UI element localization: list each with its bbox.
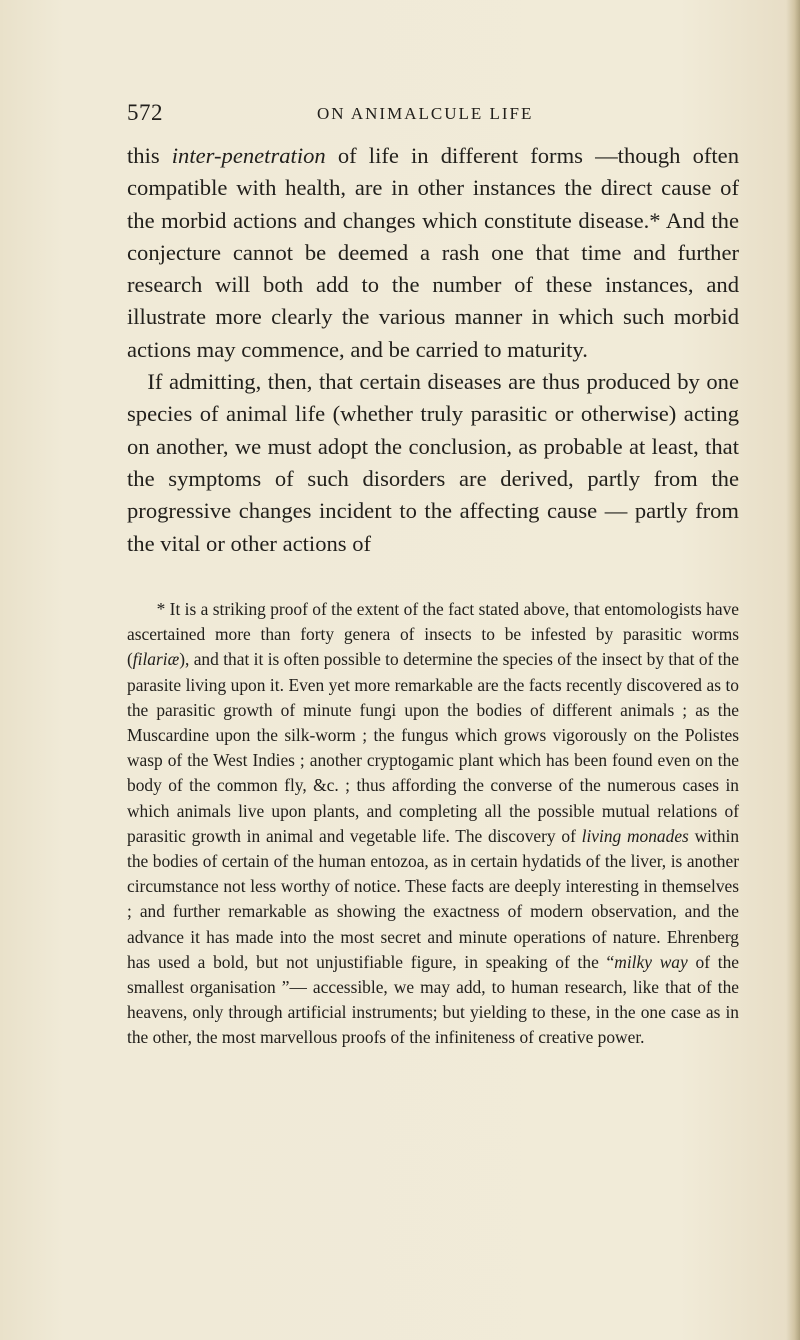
text-run: of life in different forms —though often compatible with health, are in other instances the direct cause of the morbid actions and changes which constitute disease.* And the conjecture cannot be deemed a rash one that time and further research will both add to the number of these instances, and illustrate more clearly the various manner in which such morbid actions may commence, and be carried to maturity.: [127, 143, 739, 362]
text-run: this: [127, 143, 172, 168]
page-number: 572: [127, 100, 163, 125]
page-header: [127, 100, 727, 130]
italic-term: inter-penetration: [171, 143, 326, 168]
italic-term: filariæ: [132, 649, 180, 670]
text-run: of the smallest organisation ”— accessible, we may add, to human research, like that of the heavens, only through artificial instruments; but yielding to these, in the one case as in the other, the most marvellous proofs of the infiniteness of creative power.: [127, 951, 739, 1048]
text-run: ), and that it is often possible to determine the species of the insect by that of the parasite living upon it. Even yet more remarkable are the facts recently discovered as to the parasitic growth of minute fungi upon the bodies of different animals ; as the Muscardine upon the silk-worm ; the fungus which grows vigorously on the Polistes wasp of the West Indies ; another cryptogamic plant which has been found even on the body of the common fly, &c. ; thus affording the converse of the numerous cases in which animals live upon plants, and completing all the possible mutual relations of parasitic growth in animal and vegetable life. The discovery of: [127, 649, 739, 846]
paragraph-2: If admitting, then, that certain diseases are thus produced by one species of animal life (whether truly parasitic or otherwise) acting on another, we must adopt the conclusion, as probable at least, that the symptoms of such disorders are derived, partly from the progressive changes incident to the affecting cause — partly from the vital or other actions of: [127, 369, 739, 556]
text-run: * It is a striking proof of the extent of the fact stated above, that entomologists have ascertained more than forty genera of insects to be infested by parasitic worms (: [127, 599, 739, 670]
running-head: ON ANIMALCULE LIFE: [317, 104, 534, 123]
italic-term: milky way: [614, 951, 688, 972]
text-run: within the bodies of certain of the human entozoa, as in certain hydatids of the liver, is another circumstance not less worthy of notice. These facts are deeply interesting in themselves ; and further remarkable as showing the exactness of modern observation, and the advance it has made into the most secret and minute operations of nature. Ehrenberg has used a bold, but not unjustifiable figure, in speaking of the “: [127, 825, 740, 972]
italic-term: living monades: [581, 825, 689, 846]
footnote-text: [127, 597, 739, 1051]
footnote: [127, 597, 739, 1051]
page-edge-shadow: [786, 0, 800, 1340]
main-text: [127, 140, 739, 560]
paragraph-1: [127, 140, 739, 366]
